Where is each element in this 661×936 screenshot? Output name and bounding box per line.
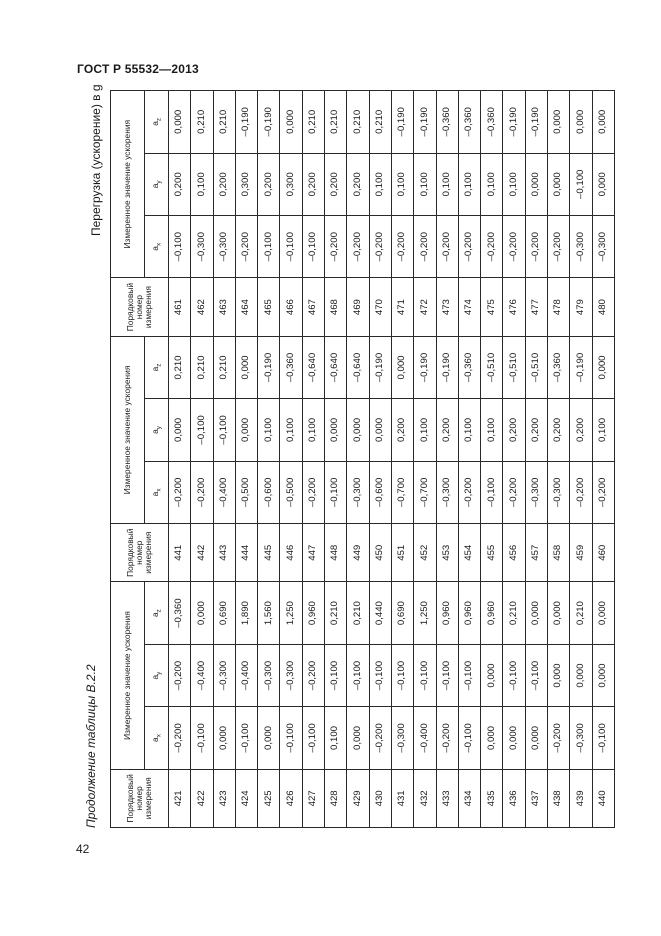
column-header-number-1: Порядковый номер измерения <box>111 769 169 827</box>
az-cell: 0,960 <box>302 582 324 644</box>
ay-cell: 0,000 <box>235 399 257 461</box>
number-cell: 466 <box>280 278 302 336</box>
ax-cell: –0,700 <box>391 461 413 523</box>
az-cell: –0,640 <box>347 336 369 398</box>
ay-cell: 0,000 <box>169 399 191 461</box>
ax-cell: –0,100 <box>280 707 302 769</box>
ay-cell: 0,100 <box>481 399 503 461</box>
ax-cell: –0,100 <box>235 707 257 769</box>
az-cell: 0,000 <box>391 336 413 398</box>
ay-cell: 0,000 <box>525 153 547 215</box>
subheader-ax-3: $a_x$ <box>145 216 169 278</box>
az-cell: 0,000 <box>280 91 302 154</box>
ax-cell: –0,100 <box>325 461 347 523</box>
az-cell: –0,640 <box>302 336 324 398</box>
az-cell: 0,210 <box>213 91 235 154</box>
number-cell: 444 <box>235 524 257 582</box>
az-cell: 0,440 <box>369 582 391 644</box>
number-cell: 441 <box>169 524 191 582</box>
ay-cell: 0,000 <box>481 644 503 706</box>
number-cell: 450 <box>369 524 391 582</box>
az-cell: –0,190 <box>525 91 547 154</box>
az-cell: 0,000 <box>592 91 614 154</box>
az-cell: –0,640 <box>325 336 347 398</box>
ax-cell: –0,100 <box>481 461 503 523</box>
table-row <box>391 91 413 828</box>
number-cell: 454 <box>458 524 480 582</box>
ay-cell: 0,200 <box>525 399 547 461</box>
ax-cell: –0,200 <box>302 461 324 523</box>
ax-cell: 0,000 <box>525 707 547 769</box>
az-cell: 0,000 <box>570 91 592 154</box>
ax-cell: –0,200 <box>191 461 213 523</box>
number-cell: 433 <box>436 769 458 827</box>
ax-cell: –0,200 <box>235 216 257 278</box>
table-row <box>592 91 614 828</box>
ay-cell: 0,100 <box>414 153 436 215</box>
ax-cell: –0,300 <box>391 707 413 769</box>
number-cell: 452 <box>414 524 436 582</box>
table-row <box>458 91 480 828</box>
ay-cell: 0,300 <box>235 153 257 215</box>
number-cell: 473 <box>436 278 458 336</box>
ay-cell: 0,100 <box>458 153 480 215</box>
ax-cell: –0,200 <box>458 216 480 278</box>
ay-cell: –0,100 <box>503 644 525 706</box>
ax-cell: –0,200 <box>525 216 547 278</box>
number-cell: 425 <box>258 769 280 827</box>
table-row <box>235 91 257 828</box>
number-cell: 470 <box>369 278 391 336</box>
az-cell: 0,690 <box>213 582 235 644</box>
az-cell: 0,210 <box>347 582 369 644</box>
number-cell: 467 <box>302 278 324 336</box>
az-cell: –0,510 <box>481 336 503 398</box>
rotated-table-container <box>110 90 615 828</box>
ax-cell: –0,200 <box>414 216 436 278</box>
az-cell: 0,210 <box>503 582 525 644</box>
ax-cell: –0,200 <box>347 216 369 278</box>
az-cell: 1,250 <box>414 582 436 644</box>
number-cell: 430 <box>369 769 391 827</box>
az-cell: 0,210 <box>191 91 213 154</box>
az-cell: –0,190 <box>369 336 391 398</box>
ax-cell: –0,100 <box>302 216 324 278</box>
table-row <box>503 91 525 828</box>
az-cell: 1,250 <box>280 582 302 644</box>
column-header-acceleration-2: Измеренное значение ускорения <box>111 336 145 523</box>
ay-cell: –0,100 <box>347 644 369 706</box>
ax-cell: –0,200 <box>570 461 592 523</box>
az-cell: –0,190 <box>258 91 280 154</box>
ax-cell: –0,200 <box>503 461 525 523</box>
number-cell: 460 <box>592 524 614 582</box>
ax-cell: –0,300 <box>570 216 592 278</box>
az-cell: –0,360 <box>436 91 458 154</box>
subheader-ay-2: $a_y$ <box>145 399 169 461</box>
ay-cell: –0,100 <box>436 644 458 706</box>
number-cell: 475 <box>481 278 503 336</box>
subheader-az-2: $a_z$ <box>145 336 169 398</box>
number-cell: 435 <box>481 769 503 827</box>
ax-cell: –0,200 <box>436 707 458 769</box>
az-cell: 1,890 <box>235 582 257 644</box>
number-cell: 465 <box>258 278 280 336</box>
number-cell: 424 <box>235 769 257 827</box>
number-cell: 453 <box>436 524 458 582</box>
number-cell: 439 <box>570 769 592 827</box>
number-cell: 443 <box>213 524 235 582</box>
number-cell: 442 <box>191 524 213 582</box>
number-cell: 451 <box>391 524 413 582</box>
ay-cell: –0,100 <box>458 644 480 706</box>
ay-cell: 0,200 <box>302 153 324 215</box>
az-cell: 0,210 <box>169 336 191 398</box>
table-row <box>258 91 280 828</box>
az-cell: 0,960 <box>481 582 503 644</box>
ax-cell: –0,300 <box>570 707 592 769</box>
ay-cell: 0,200 <box>347 153 369 215</box>
ax-cell: 0,000 <box>347 707 369 769</box>
number-cell: 421 <box>169 769 191 827</box>
number-cell: 468 <box>325 278 347 336</box>
ay-cell: 0,200 <box>570 399 592 461</box>
number-cell: 446 <box>280 524 302 582</box>
az-cell: 0,690 <box>391 582 413 644</box>
az-cell: 0,210 <box>302 91 324 154</box>
ax-cell: –0,100 <box>280 216 302 278</box>
ax-cell: 0,000 <box>258 707 280 769</box>
ay-cell: 0,200 <box>391 399 413 461</box>
az-cell: –0,360 <box>458 336 480 398</box>
ax-cell: –0,200 <box>458 461 480 523</box>
table-row <box>213 91 235 828</box>
number-cell: 480 <box>592 278 614 336</box>
ax-cell: –0,200 <box>369 707 391 769</box>
subheader-az-1: $a_z$ <box>145 582 169 644</box>
ax-cell: –0,600 <box>369 461 391 523</box>
az-cell: 0,210 <box>325 582 347 644</box>
number-cell: 464 <box>235 278 257 336</box>
ax-cell: –0,500 <box>280 461 302 523</box>
ay-cell: 0,000 <box>570 644 592 706</box>
table-row <box>525 91 547 828</box>
ay-cell: –0,400 <box>235 644 257 706</box>
az-cell: –0,360 <box>169 582 191 644</box>
number-cell: 471 <box>391 278 413 336</box>
units-label: Перегрузка (ускорение) в g <box>89 84 103 236</box>
number-cell: 476 <box>503 278 525 336</box>
number-cell: 449 <box>347 524 369 582</box>
ay-cell: –0,200 <box>302 644 324 706</box>
az-cell: 1,560 <box>258 582 280 644</box>
ax-cell: –0,300 <box>191 216 213 278</box>
ax-cell: –0,300 <box>213 216 235 278</box>
subheader-az-3: $a_z$ <box>145 91 169 154</box>
table-row <box>369 91 391 828</box>
ax-cell: –0,100 <box>458 707 480 769</box>
ay-cell: 0,100 <box>280 399 302 461</box>
number-cell: 437 <box>525 769 547 827</box>
number-cell: 478 <box>548 278 570 336</box>
number-cell: 474 <box>458 278 480 336</box>
ay-cell: –0,100 <box>213 399 235 461</box>
table-body <box>169 91 615 828</box>
number-cell: 436 <box>503 769 525 827</box>
ax-cell: –0,200 <box>369 216 391 278</box>
ay-cell: 0,200 <box>169 153 191 215</box>
ay-cell: 0,100 <box>414 399 436 461</box>
number-cell: 422 <box>191 769 213 827</box>
ax-cell: 0,000 <box>481 707 503 769</box>
number-cell: 462 <box>191 278 213 336</box>
ax-cell: –0,200 <box>481 216 503 278</box>
table-row <box>280 91 302 828</box>
number-cell: 447 <box>302 524 324 582</box>
subheader-ax-2: $a_x$ <box>145 461 169 523</box>
az-cell: 0,000 <box>169 91 191 154</box>
number-cell: 472 <box>414 278 436 336</box>
ay-cell: 0,200 <box>548 399 570 461</box>
ax-cell: –0,600 <box>258 461 280 523</box>
ay-cell: 0,200 <box>213 153 235 215</box>
ax-cell: –0,100 <box>191 707 213 769</box>
az-cell: 0,000 <box>191 582 213 644</box>
table-row <box>481 91 503 828</box>
ax-cell: –0,300 <box>592 216 614 278</box>
ay-cell: 0,300 <box>280 153 302 215</box>
table-row <box>169 91 191 828</box>
az-cell: –0,190 <box>503 91 525 154</box>
number-cell: 448 <box>325 524 347 582</box>
number-cell: 423 <box>213 769 235 827</box>
table-row <box>548 91 570 828</box>
number-cell: 434 <box>458 769 480 827</box>
ax-cell: –0,700 <box>414 461 436 523</box>
az-cell: –0,360 <box>481 91 503 154</box>
ay-cell: –0,100 <box>391 644 413 706</box>
ay-cell: –0,100 <box>325 644 347 706</box>
ay-cell: 0,200 <box>325 153 347 215</box>
table-row <box>414 91 436 828</box>
az-cell: 0,000 <box>548 91 570 154</box>
number-cell: 463 <box>213 278 235 336</box>
ax-cell: –0,200 <box>503 216 525 278</box>
ay-cell: 0,100 <box>391 153 413 215</box>
ax-cell: –0,200 <box>169 707 191 769</box>
document-standard-header: ГОСТ Р 55532—2013 <box>77 62 199 76</box>
number-cell: 432 <box>414 769 436 827</box>
ay-cell: 0,100 <box>481 153 503 215</box>
column-header-number-2: Порядковый номер измерения <box>111 524 169 582</box>
az-cell: –0,360 <box>548 336 570 398</box>
az-cell: –0,190 <box>235 91 257 154</box>
az-cell: 0,000 <box>592 336 614 398</box>
ay-cell: 0,100 <box>458 399 480 461</box>
number-cell: 459 <box>570 524 592 582</box>
ax-cell: –0,100 <box>592 707 614 769</box>
number-cell: 469 <box>347 278 369 336</box>
table-row <box>302 91 324 828</box>
ay-cell: 0,100 <box>369 153 391 215</box>
ay-cell: 0,000 <box>369 399 391 461</box>
table-caption: Продолжение таблицы В.2.2 <box>84 664 98 828</box>
table-row <box>347 91 369 828</box>
ax-cell: –0,100 <box>302 707 324 769</box>
acceleration-table <box>110 90 615 828</box>
ax-cell: –0,300 <box>525 461 547 523</box>
column-header-acceleration-3: Измеренное значение ускорения <box>111 91 145 278</box>
ax-cell: –0,500 <box>235 461 257 523</box>
ay-cell: –0,200 <box>169 644 191 706</box>
ay-cell: –0,300 <box>280 644 302 706</box>
number-cell: 461 <box>169 278 191 336</box>
az-cell: 0,960 <box>458 582 480 644</box>
az-cell: –0,190 <box>258 336 280 398</box>
ax-cell: 0,000 <box>213 707 235 769</box>
ay-cell: 0,100 <box>436 153 458 215</box>
az-cell: 0,210 <box>570 582 592 644</box>
number-cell: 438 <box>548 769 570 827</box>
az-cell: 0,210 <box>347 91 369 154</box>
ay-cell: 0,000 <box>592 153 614 215</box>
ay-cell: –0,400 <box>191 644 213 706</box>
ax-cell: 0,000 <box>503 707 525 769</box>
az-cell: –0,510 <box>525 336 547 398</box>
ay-cell: 0,000 <box>347 399 369 461</box>
ay-cell: 0,100 <box>503 153 525 215</box>
az-cell: 0,000 <box>525 582 547 644</box>
ay-cell: 0,000 <box>548 644 570 706</box>
table-row <box>570 91 592 828</box>
column-header-number-3: Порядковый номер измерения <box>111 278 169 336</box>
number-cell: 457 <box>525 524 547 582</box>
number-cell: 431 <box>391 769 413 827</box>
ay-cell: 0,000 <box>325 399 347 461</box>
az-cell: –0,510 <box>503 336 525 398</box>
page-number: 42 <box>76 842 90 856</box>
number-cell: 458 <box>548 524 570 582</box>
number-cell: 477 <box>525 278 547 336</box>
table-row <box>191 91 213 828</box>
az-cell: 0,210 <box>369 91 391 154</box>
az-cell: –0,190 <box>414 91 436 154</box>
az-cell: –0,190 <box>570 336 592 398</box>
number-cell: 426 <box>280 769 302 827</box>
ax-cell: –0,200 <box>169 461 191 523</box>
az-cell: –0,360 <box>280 336 302 398</box>
az-cell: 0,000 <box>548 582 570 644</box>
ax-cell: –0,200 <box>325 216 347 278</box>
ax-cell: –0,200 <box>436 216 458 278</box>
number-cell: 479 <box>570 278 592 336</box>
ax-cell: –0,100 <box>258 216 280 278</box>
az-cell: 0,960 <box>436 582 458 644</box>
ay-cell: 0,200 <box>258 153 280 215</box>
ax-cell: –0,300 <box>548 461 570 523</box>
ay-cell: –0,100 <box>191 399 213 461</box>
ay-cell: 0,100 <box>302 399 324 461</box>
column-header-acceleration-1: Измеренное значение ускорения <box>111 582 145 769</box>
ay-cell: –0,300 <box>258 644 280 706</box>
az-cell: 0,000 <box>592 582 614 644</box>
number-cell: 445 <box>258 524 280 582</box>
az-cell: –0,190 <box>436 336 458 398</box>
ay-cell: –0,100 <box>570 153 592 215</box>
table-row <box>325 91 347 828</box>
ax-cell: –0,200 <box>548 216 570 278</box>
number-cell: 429 <box>347 769 369 827</box>
subheader-ax-1: $a_x$ <box>145 707 169 769</box>
az-cell: –0,360 <box>458 91 480 154</box>
ay-cell: –0,100 <box>414 644 436 706</box>
ax-cell: –0,400 <box>213 461 235 523</box>
az-cell: 0,000 <box>235 336 257 398</box>
ay-cell: –0,100 <box>369 644 391 706</box>
ax-cell: –0,300 <box>436 461 458 523</box>
number-cell: 455 <box>481 524 503 582</box>
az-cell: –0,190 <box>391 91 413 154</box>
ax-cell: –0,200 <box>391 216 413 278</box>
ax-cell: –0,200 <box>592 461 614 523</box>
ay-cell: 0,100 <box>258 399 280 461</box>
ay-cell: 0,100 <box>191 153 213 215</box>
az-cell: 0,210 <box>325 91 347 154</box>
number-cell: 428 <box>325 769 347 827</box>
ax-cell: –0,100 <box>169 216 191 278</box>
subheader-ay-1: $a_y$ <box>145 644 169 706</box>
ax-cell: –0,300 <box>347 461 369 523</box>
az-cell: 0,210 <box>191 336 213 398</box>
ax-cell: 0,100 <box>325 707 347 769</box>
ay-cell: 0,100 <box>592 399 614 461</box>
ay-cell: –0,300 <box>213 644 235 706</box>
ax-cell: –0,400 <box>414 707 436 769</box>
number-cell: 440 <box>592 769 614 827</box>
az-cell: 0,210 <box>213 336 235 398</box>
ay-cell: 0,000 <box>592 644 614 706</box>
ay-cell: 0,200 <box>503 399 525 461</box>
number-cell: 427 <box>302 769 324 827</box>
az-cell: –0,190 <box>414 336 436 398</box>
ay-cell: 0,200 <box>436 399 458 461</box>
ay-cell: 0,000 <box>548 153 570 215</box>
table-row <box>436 91 458 828</box>
subheader-ay-3: $a_y$ <box>145 153 169 215</box>
number-cell: 456 <box>503 524 525 582</box>
ay-cell: –0,100 <box>525 644 547 706</box>
ax-cell: –0,200 <box>548 707 570 769</box>
